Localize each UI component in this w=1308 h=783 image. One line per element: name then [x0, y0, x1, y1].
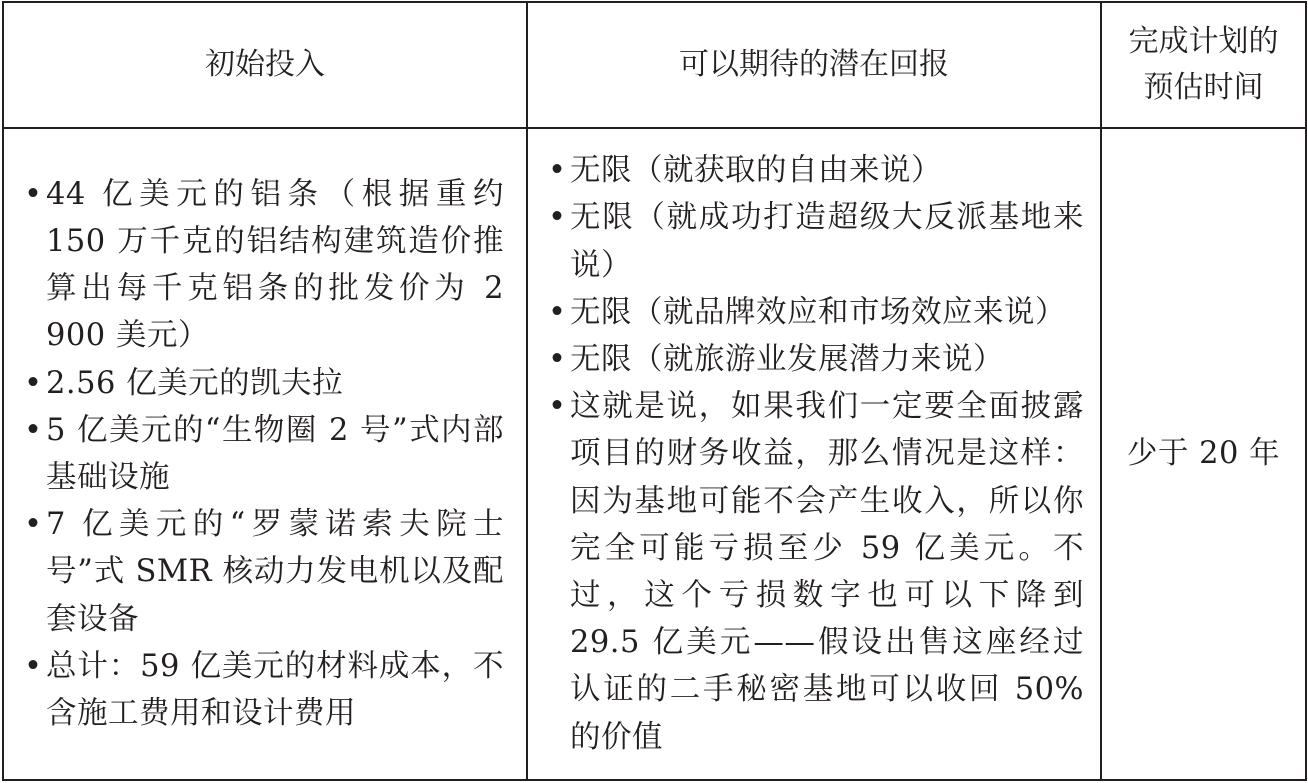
bullet-icon: • [548, 200, 567, 236]
list-item [548, 383, 1084, 761]
bullet-icon: • [24, 648, 43, 684]
return-list [528, 147, 1100, 761]
list-item [24, 407, 504, 501]
header-potential-return: 可以期待的潜在回报 [527, 2, 1101, 128]
table-row [3, 128, 1306, 780]
investment-list [4, 171, 526, 737]
return-cell [527, 128, 1101, 780]
bullet-icon: • [548, 153, 567, 189]
investment-item-text: 2.56 亿美元的凯夫拉 [46, 365, 344, 401]
header-estimated-time [1101, 2, 1306, 128]
return-item-text: 无限（就成功打造超级大反派基地来说） [570, 200, 1084, 283]
list-item [24, 171, 504, 360]
list-item [548, 336, 1084, 383]
bullet-icon: • [24, 365, 43, 401]
list-item [24, 643, 504, 737]
header-estimated-time-line1: 完成计划的 [1128, 24, 1279, 59]
list-item [548, 194, 1084, 288]
list-item [24, 360, 504, 407]
return-item-text: 无限（就获取的自由来说） [570, 153, 942, 189]
bullet-icon: • [24, 412, 43, 448]
return-item-text: 无限（就旅游业发展潜力来说） [570, 341, 1004, 377]
bullet-icon: • [548, 341, 567, 377]
header-estimated-time-line2: 预估时间 [1143, 70, 1264, 105]
header-initial-investment: 初始投入 [3, 2, 527, 128]
list-item [548, 147, 1084, 194]
investment-item-text: 7 亿美元的“罗蒙诺索夫院士号”式 SMR 核动力发电机以及配套设备 [46, 507, 504, 637]
return-item-text: 这就是说，如果我们一定要全面披露项目的财务收益，那么情况是这样：因为基地可能不会产生收入，所以你完全可能亏损至少 59 亿美元。不过，这个亏损数字也可以下降到 29.5 亿美元——假设出售这座经过认证的二手秘密基地可以收回 50% 的价值 [570, 389, 1084, 755]
bullet-icon: • [548, 389, 567, 425]
bullet-icon: • [548, 294, 567, 330]
investment-item-text: 5 亿美元的“生物圈 2 号”式内部基础设施 [46, 412, 504, 495]
investment-item-text: 44 亿美元的铝条（根据重约 150 万千克的铝结构建筑造价推算出每千克铝条的批发价为 2 900 美元） [46, 176, 504, 354]
investment-item-text: 总计：59 亿美元的材料成本，不含施工费用和设计费用 [46, 648, 504, 732]
list-item [548, 289, 1084, 336]
bullet-icon: • [24, 176, 43, 212]
investment-cell [3, 128, 527, 780]
list-item [24, 501, 504, 643]
bullet-icon: • [24, 507, 43, 543]
table-header-row [3, 2, 1306, 128]
return-item-text: 无限（就品牌效应和市场效应来说） [570, 294, 1066, 330]
estimated-time-cell: 少于 20 年 [1101, 128, 1306, 780]
cost-return-table [2, 1, 1307, 781]
